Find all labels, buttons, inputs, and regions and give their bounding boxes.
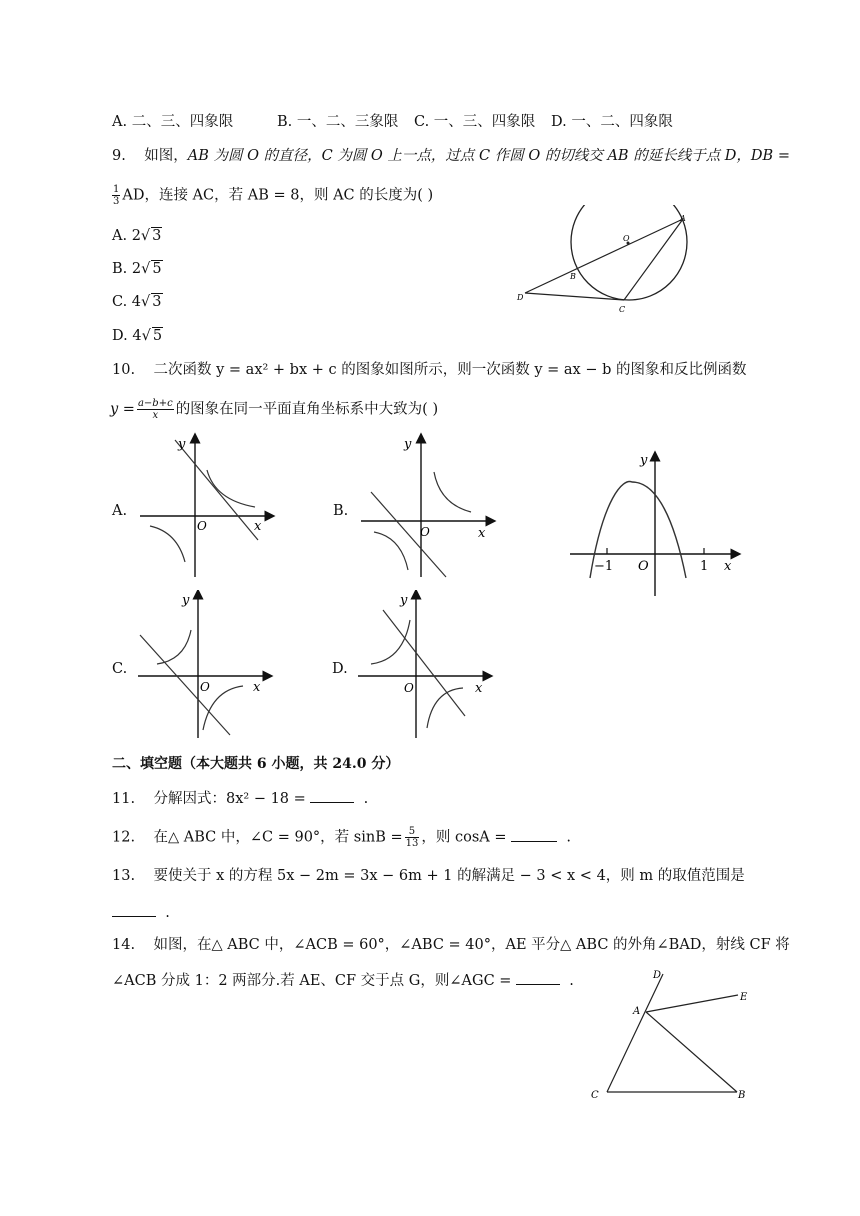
tick-pos1-label: 1 [700, 559, 709, 574]
axis-x-label: x [475, 681, 483, 696]
q9-label-o: O [623, 234, 630, 243]
q10-number: 10. [112, 362, 136, 378]
q14-label-b: B [738, 1090, 746, 1101]
origin-label: O [404, 681, 414, 695]
q13-line1 [112, 866, 745, 886]
q9-line-ac [624, 219, 683, 300]
axis-y-label: y [400, 593, 408, 608]
q14-line2 [112, 970, 574, 991]
q9-opt-b-rad: 5 [152, 261, 162, 277]
q13-tail: . [165, 905, 170, 921]
q10-graph-b [356, 432, 501, 580]
axis-y-label: y [182, 593, 190, 608]
q12-answer-blank[interactable] [511, 827, 557, 842]
q13-line2 [112, 902, 170, 923]
q9-opt-b-pre: B. 2 [112, 261, 142, 277]
q14-stem2: ∠ACB 分成 1：2 两部分.若 AE、CF 交于点 G，则∠AGC = [112, 973, 512, 989]
q11-number: 11. [112, 791, 136, 807]
axis-x-label: x [253, 680, 261, 695]
q9-stem: AB 为圆 O 的直径，C 为圆 O 上一点，过点 C 作圆 O 的切线交 AB 的延长线于点 D，DB = [187, 148, 790, 164]
q9-frac-num: 1 [113, 184, 120, 195]
q11-answer-blank[interactable] [310, 788, 354, 803]
q8-option-d: D. 一、二、四象限 [551, 114, 673, 130]
q10-graph-d [355, 590, 500, 740]
q9-option-c: C. 4√ 3 [112, 294, 162, 310]
q11-line [112, 788, 368, 809]
q14-stem: 如图，在△ ABC 中，∠ACB = 60°，∠ABC = 40°，AE 平分△ ABC 的外角∠BAD，射线 CF 将 [153, 937, 790, 953]
axis-y-label: y [178, 437, 186, 452]
q8-option-b: B. 一、二、三象限 [277, 114, 399, 130]
q8-option-c: C. 一、三、四象限 [414, 114, 536, 130]
q9-opt-c-rad: 3 [152, 294, 162, 310]
q10-stem2: 的图象在同一平面直角坐标系中大致为( ) [175, 401, 439, 418]
q10-frac-den: x [152, 410, 159, 421]
q10-stem: 二次函数 y = ax² + bx + c 的图象如图所示，则一次函数 y = ax − b 的图象和反比例函数 [153, 362, 747, 378]
q9-label-c: C [619, 305, 626, 314]
q9-label-b: B [570, 272, 576, 281]
q10-line1 [112, 360, 746, 380]
q11-tail: . [363, 791, 369, 807]
q9-fraction [112, 184, 120, 207]
q12-fraction [405, 826, 420, 849]
q14-label-a: A [633, 1006, 641, 1017]
line-graph [383, 610, 465, 716]
q12-tail: . [566, 829, 571, 846]
q9-option-b: B. 2√ 5 [112, 261, 162, 277]
q9-line1 [112, 146, 790, 166]
q12-line [112, 826, 571, 849]
q10-opt-d-label: D. [332, 661, 348, 677]
q10-graph-c [135, 590, 280, 740]
q14-triangle-figure [585, 962, 755, 1107]
q9-prefix: 如图， [144, 148, 188, 164]
q14-tail: . [569, 973, 574, 989]
axis-y-label: y [640, 453, 648, 468]
hyperbola-upper [207, 470, 255, 507]
q9-circle [571, 205, 687, 300]
q10-lhs: y = [110, 401, 135, 418]
q9-circle-figure [510, 205, 700, 320]
q9-opt-c-pre: C. 4 [112, 294, 142, 310]
q9-line-da [525, 219, 683, 293]
q10-opt-b-label: B. [333, 503, 349, 519]
q10-frac-num: a−b+c [137, 398, 173, 409]
q12-stem-pre: 在△ ABC 中，∠C = 90°，若 sinB = [153, 829, 403, 846]
q9-opt-a-rad: 3 [152, 228, 162, 244]
q9-frac-den: 3 [113, 196, 120, 207]
q9-option-d: D. 4√ 5 [112, 328, 163, 344]
q9-label-a: A [680, 214, 686, 223]
q10-graph-a [135, 432, 280, 580]
q10-opt-a-label: A. [112, 503, 128, 519]
q14-line-ae [646, 995, 738, 1012]
q9-label-d: D [517, 293, 524, 302]
q14-line-ca-extended [607, 974, 663, 1092]
origin-label: O [200, 680, 210, 694]
q14-label-e: E [740, 992, 748, 1003]
q10-line2 [110, 398, 438, 421]
q9-stem2: AD，连接 AC，若 AB = 8，则 AC 的长度为( ) [122, 187, 434, 204]
q9-line2 [110, 184, 433, 207]
origin-label: O [638, 559, 649, 574]
q9-number: 9. [112, 148, 126, 164]
q13-answer-blank[interactable] [112, 902, 156, 917]
q14-number: 14. [112, 937, 136, 953]
q14-line-ab [646, 1012, 737, 1092]
q14-answer-blank[interactable] [516, 970, 560, 985]
q12-frac-num: 5 [405, 826, 420, 838]
line-graph [175, 440, 258, 540]
tick-neg1-label: −1 [594, 559, 614, 574]
q13-stem: 要使关于 x 的方程 5x − 2m = 3x − 6m + 1 的解满足 − 3 < x < 4，则 m 的取值范围是 [153, 868, 745, 884]
q9-option-a: A. 2√ 3 [112, 228, 162, 244]
origin-label: O [197, 519, 207, 533]
axis-x-label: x [724, 559, 732, 574]
section-heading: 二、填空题（本大题共 6 小题，共 24.0 分） [112, 756, 400, 772]
axis-x-label: x [478, 526, 486, 541]
line-graph [140, 635, 230, 735]
q13-number: 13. [112, 868, 136, 884]
q8-option-a: A. 二、三、四象限 [112, 114, 234, 130]
axis-x-label: x [254, 519, 262, 534]
q9-opt-d-rad: 5 [152, 328, 163, 344]
origin-label: O [420, 525, 430, 539]
q10-opt-c-label: C. [112, 661, 128, 677]
q12-stem-post: ，则 cosA = [421, 829, 507, 846]
q10-fraction [137, 398, 174, 421]
q12-number: 12. [112, 829, 136, 846]
hyperbola-upper [434, 472, 471, 512]
hyperbola-lower [374, 532, 408, 570]
q14-label-d: D [653, 970, 662, 981]
hyperbola-lower [427, 688, 463, 728]
q12-frac-den: 13 [405, 838, 419, 849]
hyperbola-upper [371, 620, 410, 664]
hyperbola-lower [150, 526, 185, 562]
q11-stem: 分解因式：8x² − 18 = [153, 791, 306, 807]
q14-label-c: C [591, 1090, 599, 1101]
q14-line1 [112, 935, 790, 955]
q9-opt-d-pre: D. 4 [112, 328, 142, 344]
q10-parabola-figure [568, 448, 748, 598]
q9-opt-a-pre: A. 2 [112, 228, 141, 244]
axis-y-label: y [404, 437, 412, 452]
